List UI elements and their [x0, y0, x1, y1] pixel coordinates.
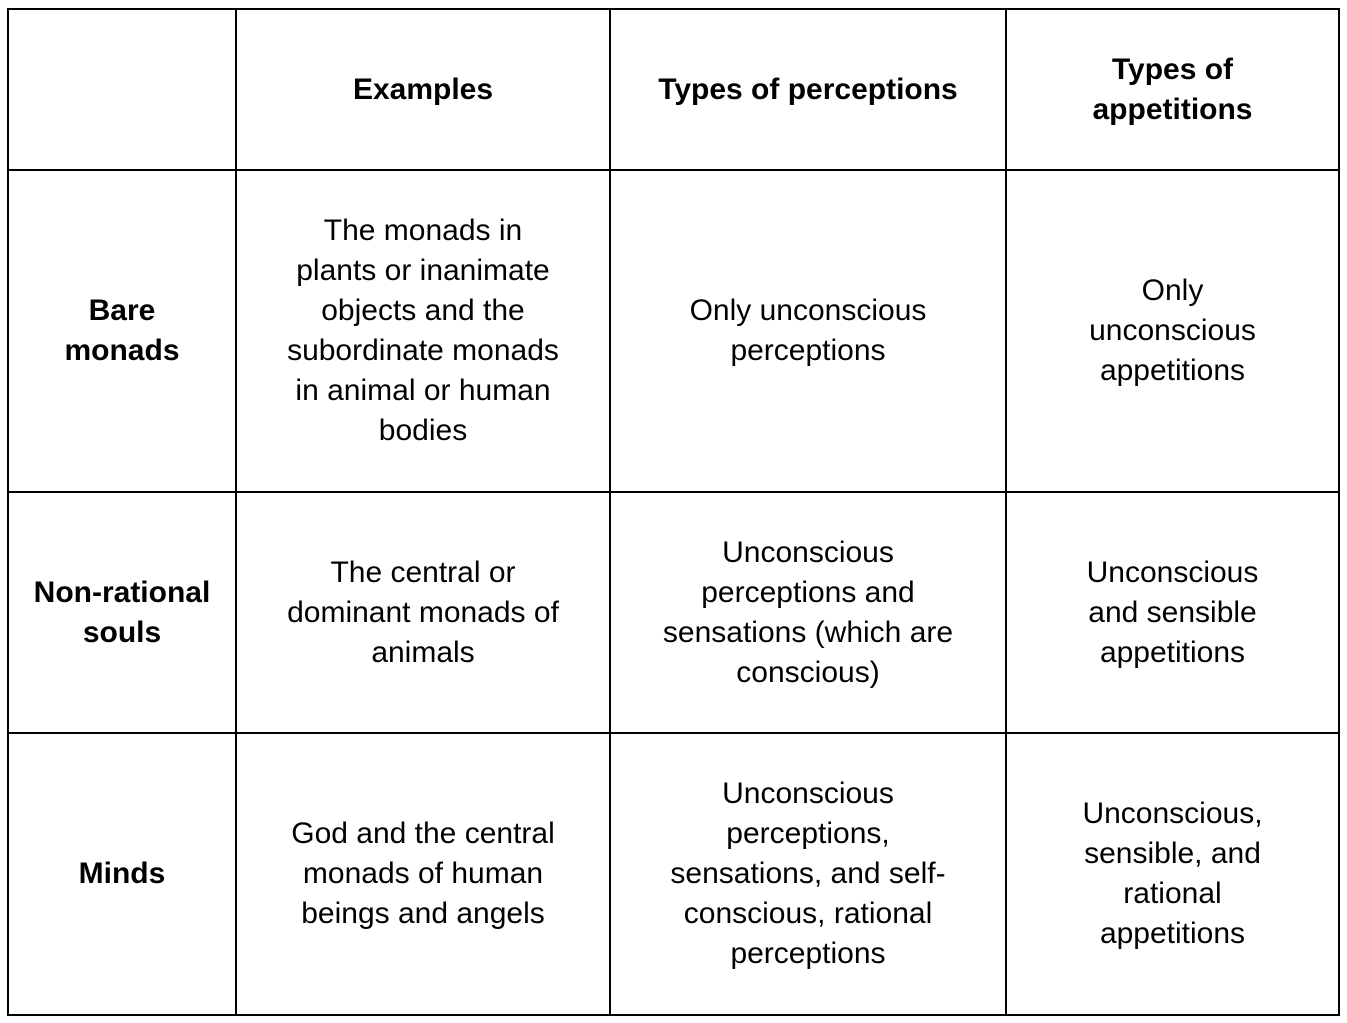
- cell-line: sensations, and self-: [670, 857, 946, 890]
- cell-line: perceptions and: [701, 575, 915, 609]
- cell-line: appetitions: [1099, 917, 1246, 950]
- table-row-minds: [8, 733, 1339, 1015]
- cell-line: Unconscious: [1086, 555, 1259, 589]
- cell-line: subordinate monads: [287, 334, 559, 367]
- cell-line: Unconscious: [722, 535, 894, 569]
- cell-appetitions: [1006, 733, 1339, 1015]
- cell-line: Unconscious: [722, 777, 894, 810]
- cell-line: plants or inanimate: [296, 254, 550, 287]
- cell-line: Only: [1141, 274, 1204, 307]
- cell-line: animals: [371, 635, 475, 669]
- cell-line: unconscious: [1089, 314, 1256, 347]
- cell-line: perceptions: [730, 334, 886, 367]
- row-label-line: monads: [64, 334, 180, 367]
- cell-line: sensations (which are: [662, 615, 954, 649]
- header-appetitions: [1006, 9, 1339, 170]
- cell-line: dominant monads of: [287, 595, 559, 629]
- cell-line: in animal or human: [295, 374, 551, 407]
- row-label-line: souls: [82, 615, 162, 649]
- row-label-non-rational-souls: [8, 492, 236, 733]
- cell-line: sensible, and: [1084, 837, 1261, 870]
- header-examples: [236, 9, 610, 170]
- row-label-line: Bare: [88, 294, 156, 327]
- header-appetitions-line: Types of: [1111, 52, 1234, 86]
- cell-appetitions: [1006, 492, 1339, 733]
- cell-perceptions: [610, 733, 1006, 1015]
- cell-line: objects and the: [321, 294, 525, 327]
- table-row-bare-monads: [8, 170, 1339, 492]
- cell-line: monads of human: [302, 857, 544, 890]
- table-row-non-rational-souls: [8, 492, 1339, 733]
- row-label-line: Non-rational: [33, 575, 211, 609]
- row-label-line: Minds: [78, 857, 166, 890]
- header-examples-text: Examples: [352, 72, 494, 106]
- cell-line: conscious): [736, 655, 880, 689]
- cell-line: perceptions: [730, 937, 886, 970]
- cell-line: rational: [1123, 877, 1222, 910]
- cell-appetitions: [1006, 170, 1339, 492]
- cell-line: appetitions: [1099, 635, 1246, 669]
- cell-line: The monads in: [323, 214, 523, 247]
- header-perceptions: [610, 9, 1006, 170]
- cell-line: conscious, rational: [683, 897, 933, 930]
- row-label-bare-monads: [8, 170, 236, 492]
- cell-line: bodies: [378, 414, 468, 447]
- cell-line: beings and angels: [301, 897, 545, 930]
- cell-line: The central or: [330, 555, 516, 589]
- cell-line: appetitions: [1099, 354, 1246, 387]
- cell-line: Only unconscious: [689, 294, 927, 327]
- cell-perceptions: [610, 492, 1006, 733]
- monad-classification-table: [7, 8, 1340, 1016]
- cell-line: perceptions,: [726, 817, 890, 850]
- header-perceptions-text: Types of perceptions: [658, 72, 958, 106]
- cell-perceptions: [610, 170, 1006, 492]
- header-row: [8, 9, 1339, 170]
- cell-examples: [236, 492, 610, 733]
- row-label-minds: [8, 733, 236, 1015]
- cell-examples: [236, 170, 610, 492]
- header-appetitions-line: appetitions: [1092, 92, 1253, 126]
- cell-line: and sensible: [1088, 595, 1257, 629]
- cell-line: God and the central: [291, 817, 555, 850]
- header-corner-cell: [8, 9, 236, 170]
- cell-line: Unconscious,: [1082, 797, 1263, 830]
- cell-examples: [236, 733, 610, 1015]
